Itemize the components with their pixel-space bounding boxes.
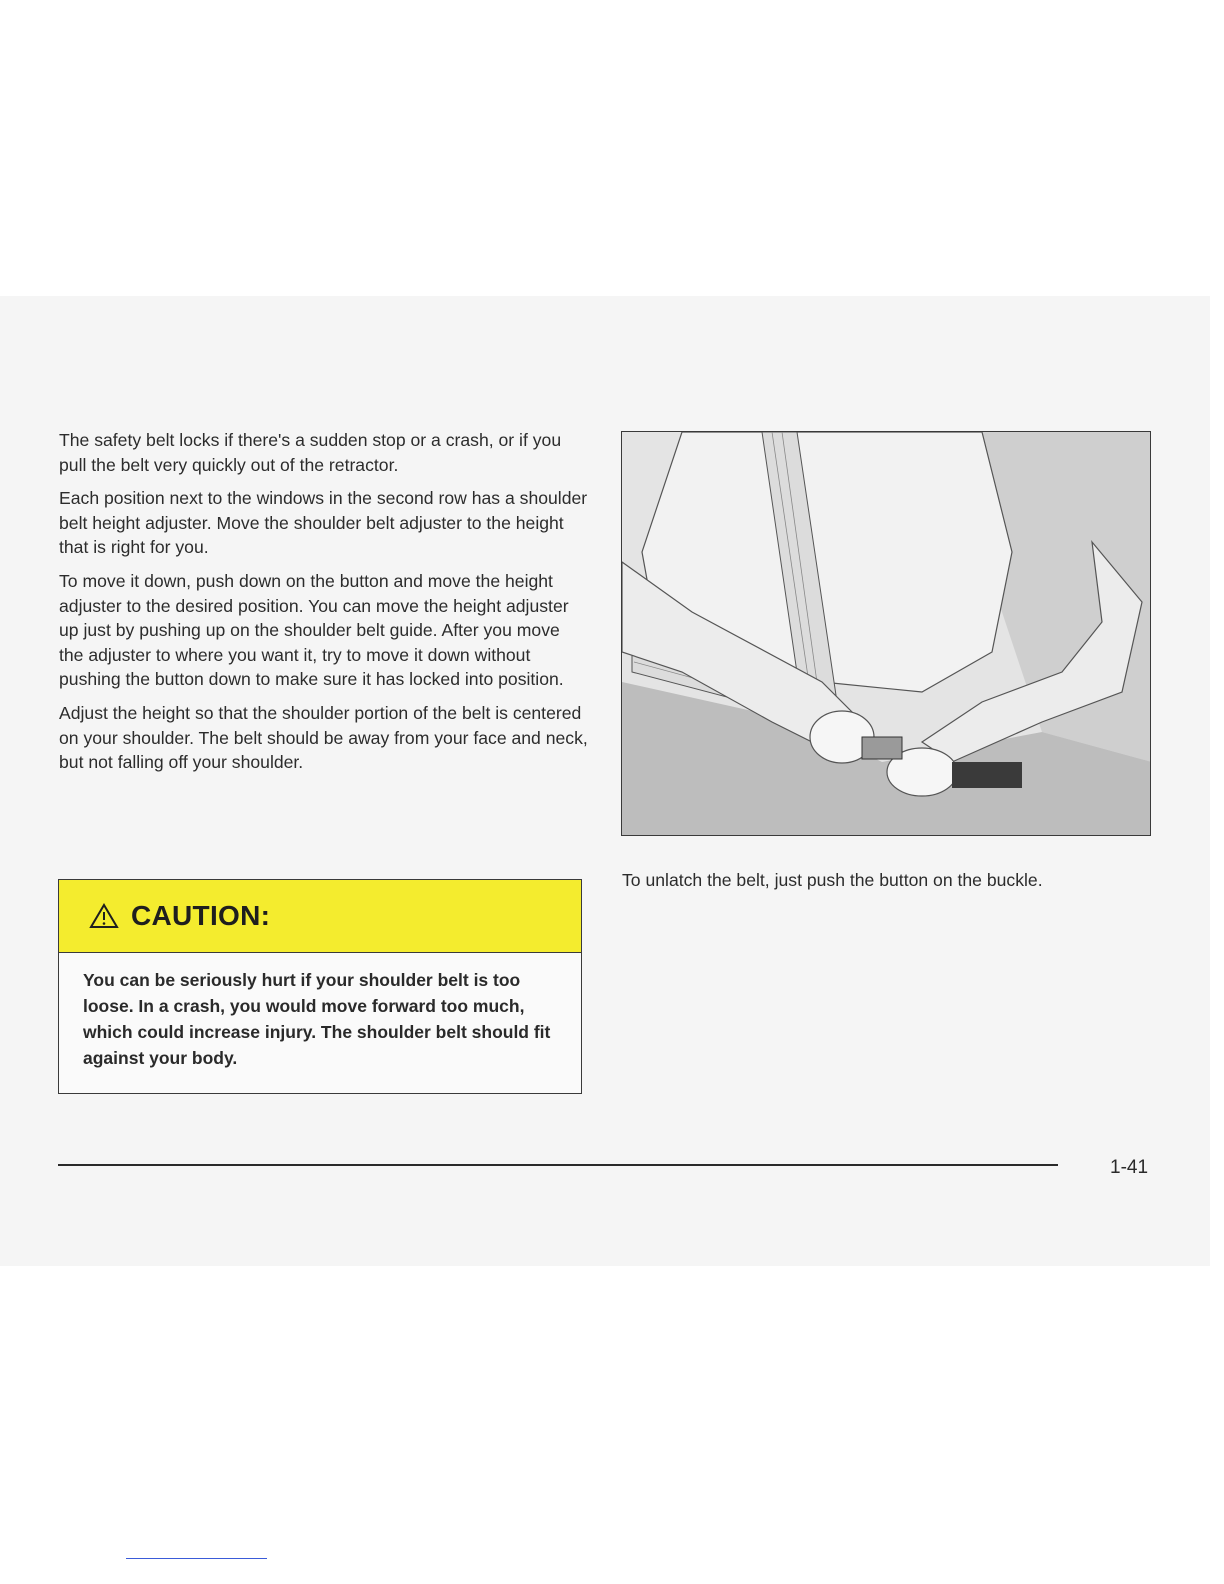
- buckle-illustration: [621, 431, 1151, 836]
- warning-triangle-icon: [89, 903, 119, 929]
- paragraph-adjust-height: Adjust the height so that the shoulder portion of the belt is centered on your shoulder. The belt should be away from your face and neck, but not falling off your shoulder.: [59, 702, 588, 773]
- page-number: 1-41: [1110, 1157, 1149, 1178]
- caution-header: [59, 880, 581, 953]
- paragraph-move-down: To move it down, push down on the button and move the height adjuster to the desired position. You can move the height adjuster up just by pushing up on the shoulder belt guide. After you move the adjuster to where you want it, try to move it down without pushing the button down to make sure it has locked into position.: [59, 570, 569, 690]
- caution-text: You can be seriously hurt if your shoulder belt is too loose. In a crash, you would move forward too much, which could increase injury. The shoulder belt should fit against your body.: [83, 970, 551, 1068]
- caution-box: [58, 879, 582, 1094]
- person-unlatching-belt-drawing: [622, 432, 1151, 836]
- paragraph-belt-locks: The safety belt locks if there's a sudden stop or a crash, or if you pull the belt very quickly out of the retractor.: [59, 430, 562, 475]
- paragraph-height-adjuster: Each position next to the windows in the second row has a shoulder belt height adjuster. Move the shoulder belt adjuster to the height that is right for you.: [59, 488, 588, 558]
- caution-title: CAUTION:: [131, 900, 271, 931]
- left-column: [59, 428, 589, 784]
- bottom-underline: [126, 1558, 267, 1559]
- illustration-caption: To unlatch the belt, just push the button on the buckle.: [622, 870, 1043, 890]
- footer-divider: [58, 1164, 1058, 1166]
